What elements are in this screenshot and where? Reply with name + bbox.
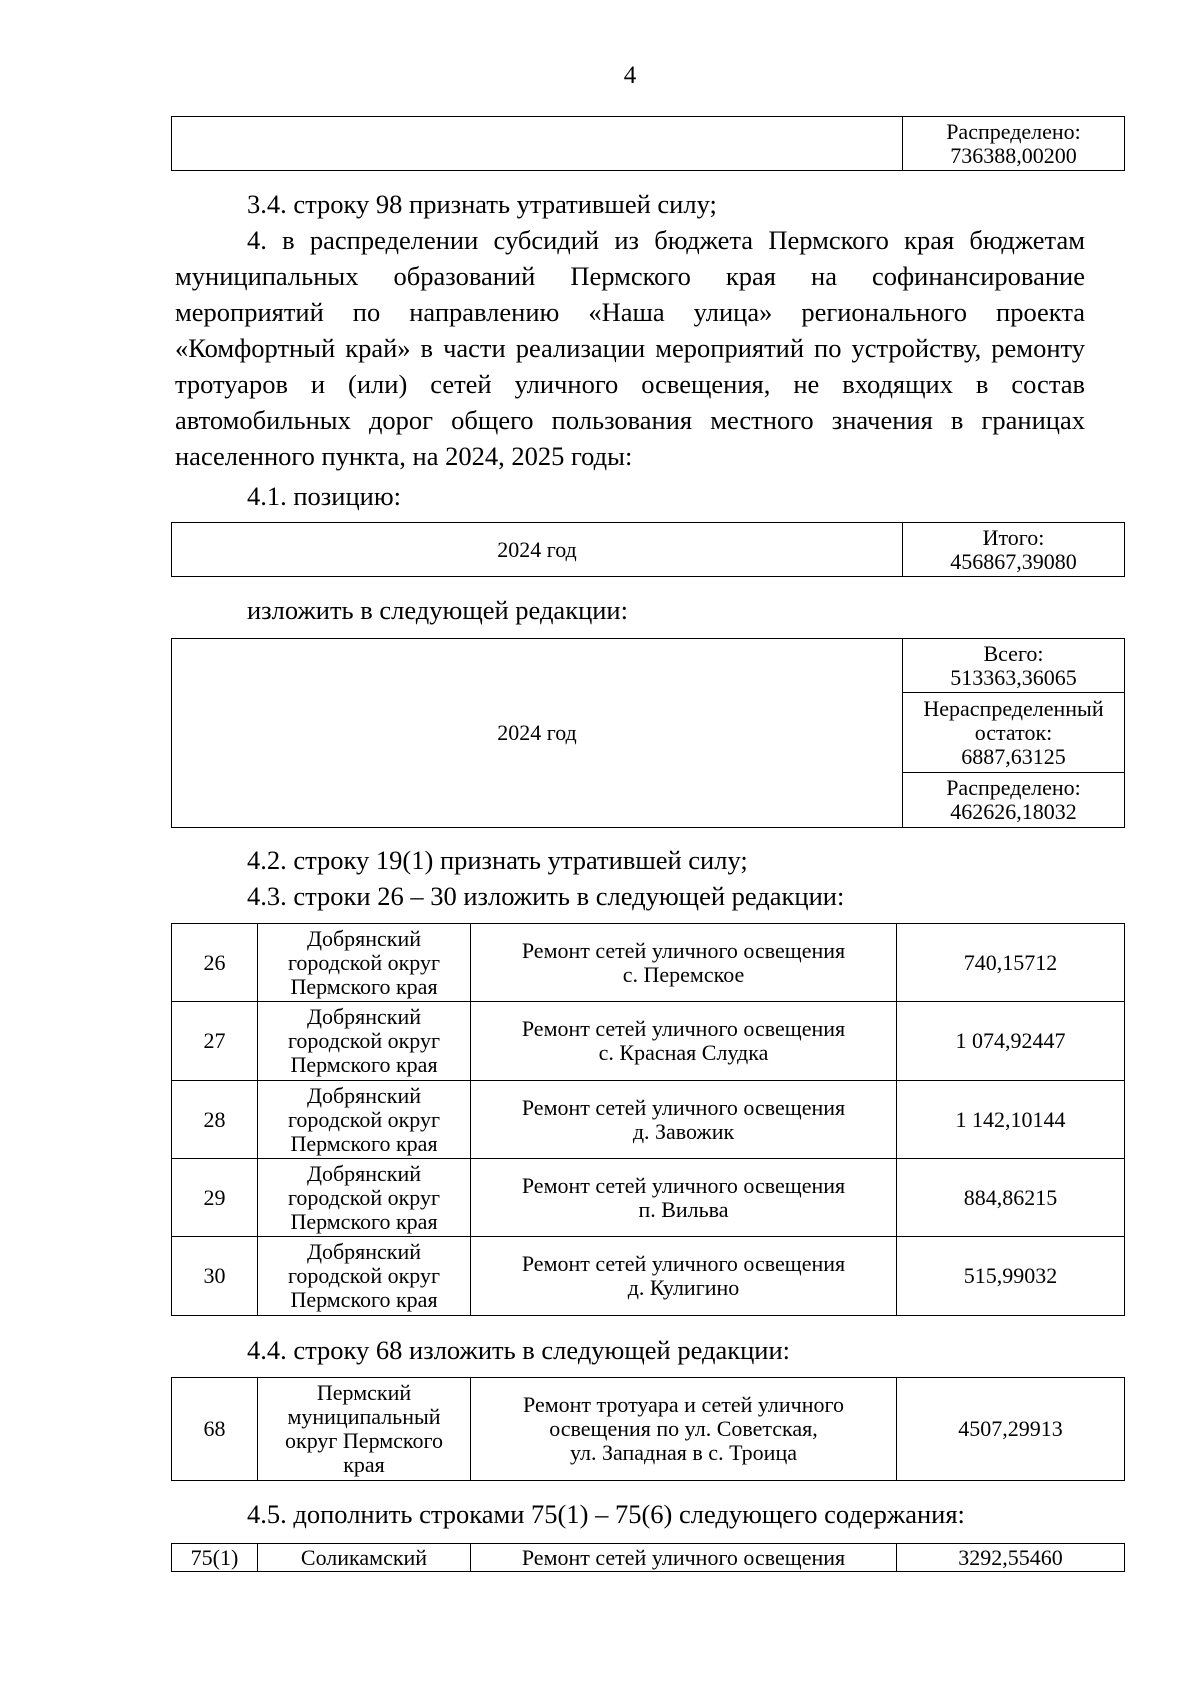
row-75-1-table (171, 1543, 1125, 1572)
page-number: 4 (623, 62, 637, 89)
position-total-cell: Итого: 456867,39080 (903, 523, 1125, 577)
row-num-cell: 29 (172, 1159, 258, 1237)
row-work-cell: Ремонт тротуара и сетей уличного освещения по ул. Советская, ул. Западная в с. Троица (471, 1378, 897, 1481)
row-num-cell: 30 (172, 1237, 258, 1316)
para-4-2: 4.2. строку 19(1) признать утратившей силу; (247, 845, 748, 875)
row-work-cell: Ремонт сетей уличного освещения п. Вильва (471, 1159, 897, 1237)
row-work-cell: Ремонт сетей уличного освещения (471, 1544, 897, 1572)
new-position-distributed-cell: Распределено: 462626,18032 (903, 773, 1125, 828)
row-work-cell: Ремонт сетей уличного освещения с. Перемское (471, 924, 897, 1002)
para-4-3: 4.3. строки 26 – 30 изложить в следующей редакции: (247, 881, 845, 911)
table-row (172, 1237, 1125, 1316)
row-sum-cell: 1 074,92447 (897, 1002, 1125, 1081)
para-3-4: 3.4. строку 98 признать утратившей силу; (247, 189, 717, 219)
row-work-cell: Ремонт сетей уличного освещения д. Завожик (471, 1081, 897, 1159)
row-num-cell: 26 (172, 924, 258, 1002)
para-4: 4. в распределении субсидий из бюджета Пермского края бюджетам муниципальных образований Пермского края на софинансирование мероприятий по направлению «Наша улица» регионального проекта «Комфортный край» в части реализации мероприятий по устройству, ремонту тротуаров и (или) сетей уличного освещения, не входящих в состав автомобильных дорог общего пользования местного значения в границах населенного пункта, на 2024, 2025 годы: (175, 225, 1085, 471)
para-4-5: 4.5. дополнить строками 75(1) – 75(6) следующего содержания: (247, 1499, 965, 1529)
new-position-remainder-cell: Нераспределенный остаток: 6887,63125 (903, 693, 1125, 773)
top-table (171, 116, 1125, 171)
row-sum-cell: 740,15712 (897, 924, 1125, 1002)
row-mo-cell: Добрянский городской округ Пермского края (258, 1002, 471, 1081)
row-work-cell: Ремонт сетей уличного освещения с. Красная Слудка (471, 1002, 897, 1081)
row-mo-cell: Пермский муниципальный округ Пермского края (258, 1378, 471, 1481)
new-position-all-cell: Всего: 513363,36065 (903, 639, 1125, 693)
row-mo-cell: Добрянский городской округ Пермского края (258, 1081, 471, 1159)
top-table-distributed-cell: Распределено: 736388,00200 (903, 117, 1125, 171)
row-sum-cell: 4507,29913 (897, 1378, 1125, 1481)
new-position-table (171, 638, 1125, 828)
row-sum-cell: 515,99032 (897, 1237, 1125, 1316)
para-4-4: 4.4. строку 68 изложить в следующей редакции: (247, 1335, 791, 1365)
rows-26-30-table (171, 923, 1125, 1316)
position-year-cell: 2024 год (172, 523, 903, 577)
row-work-cell: Ремонт сетей уличного освещения д. Кулигино (471, 1237, 897, 1316)
row-mo-cell: Добрянский городской округ Пермского края (258, 1159, 471, 1237)
top-table-empty-cell (172, 117, 903, 171)
row-mo-cell: Добрянский городской округ Пермского края (258, 1237, 471, 1316)
table-row (172, 924, 1125, 1002)
row-sum-cell: 3292,55460 (897, 1544, 1125, 1572)
para-4-1: 4.1. позицию: (247, 481, 401, 511)
row-num-cell: 68 (172, 1378, 258, 1481)
row-num-cell: 75(1) (172, 1544, 258, 1572)
row-sum-cell: 1 142,10144 (897, 1081, 1125, 1159)
row-sum-cell: 884,86215 (897, 1159, 1125, 1237)
row-mo-cell: Добрянский городской округ Пермского края (258, 924, 471, 1002)
position-table (171, 522, 1125, 577)
table-row (172, 1159, 1125, 1237)
row-mo-cell: Соликамский (258, 1544, 471, 1572)
table-row (172, 1002, 1125, 1081)
table-row (172, 1544, 1125, 1572)
para-edit: изложить в следующей редакции: (247, 595, 628, 625)
new-position-year-cell: 2024 год (172, 639, 903, 828)
row-68-table (171, 1377, 1125, 1481)
row-num-cell: 28 (172, 1081, 258, 1159)
row-num-cell: 27 (172, 1002, 258, 1081)
table-row (172, 1378, 1125, 1481)
table-row (172, 1081, 1125, 1159)
